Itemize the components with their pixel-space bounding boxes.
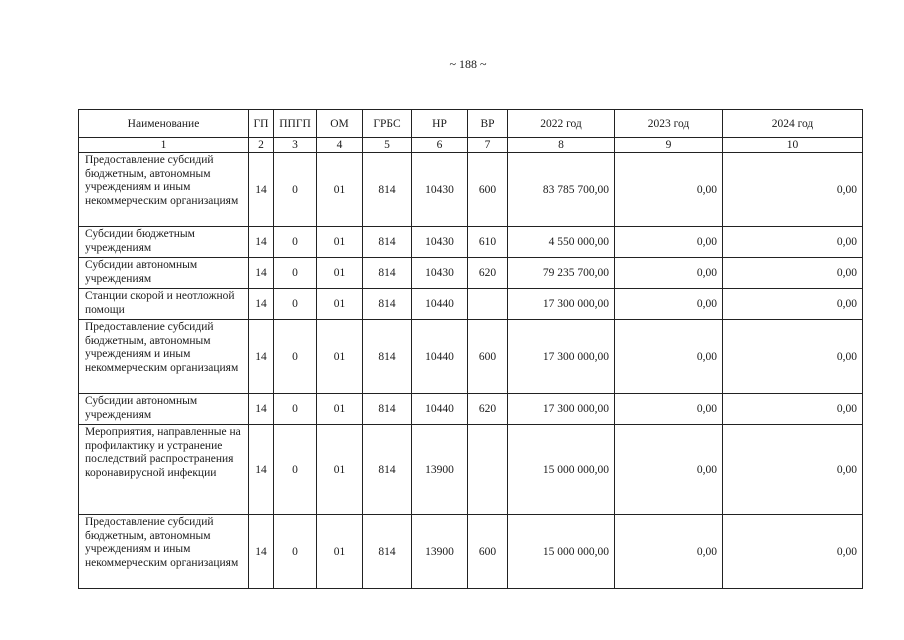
column-number: 6	[412, 138, 468, 153]
cell-2024: 0,00	[723, 289, 863, 320]
cell-grbs: 814	[363, 320, 412, 394]
cell-2024: 0,00	[723, 227, 863, 258]
cell-om: 01	[317, 425, 363, 515]
row-name: Предоставление субсидий бюджетным, автономным учреждениям и иным некоммерческим организациям	[79, 153, 249, 227]
table-row	[79, 394, 863, 425]
cell-nr: 10430	[412, 153, 468, 227]
column-header-2024: 2024 год	[723, 110, 863, 138]
table-row	[79, 515, 863, 589]
row-name: Мероприятия, направленные на профилактику и устранение последствий распространения коронавирусной инфекции	[79, 425, 249, 515]
column-header-grbs: ГРБС	[363, 110, 412, 138]
row-name: Предоставление субсидий бюджетным, автономным учреждениям и иным некоммерческим организациям	[79, 320, 249, 394]
column-number: 7	[468, 138, 508, 153]
cell-2022: 79 235 700,00	[508, 258, 615, 289]
cell-2024: 0,00	[723, 258, 863, 289]
cell-gp: 14	[249, 425, 274, 515]
cell-nr: 10440	[412, 289, 468, 320]
column-header-gp: ГП	[249, 110, 274, 138]
cell-vr: 610	[468, 227, 508, 258]
cell-grbs: 814	[363, 153, 412, 227]
cell-2022: 17 300 000,00	[508, 394, 615, 425]
cell-ppgp: 0	[274, 258, 317, 289]
column-header-ppgp: ППГП	[274, 110, 317, 138]
cell-2024: 0,00	[723, 394, 863, 425]
cell-2022: 83 785 700,00	[508, 153, 615, 227]
page-number: ~ 188 ~	[449, 57, 487, 71]
cell-om: 01	[317, 320, 363, 394]
column-number: 1	[79, 138, 249, 153]
cell-gp: 14	[249, 394, 274, 425]
cell-nr: 10440	[412, 320, 468, 394]
cell-om: 01	[317, 289, 363, 320]
cell-grbs: 814	[363, 289, 412, 320]
cell-nr: 10430	[412, 227, 468, 258]
cell-vr	[468, 425, 508, 515]
cell-2024: 0,00	[723, 515, 863, 589]
cell-ppgp: 0	[274, 394, 317, 425]
column-header-2023: 2023 год	[615, 110, 723, 138]
cell-gp: 14	[249, 227, 274, 258]
cell-gp: 14	[249, 289, 274, 320]
row-name: Предоставление субсидий бюджетным, автономным учреждениям и иным некоммерческим организациям	[79, 515, 249, 589]
cell-vr: 620	[468, 394, 508, 425]
cell-ppgp: 0	[274, 227, 317, 258]
cell-om: 01	[317, 227, 363, 258]
cell-2023: 0,00	[615, 394, 723, 425]
cell-2023: 0,00	[615, 227, 723, 258]
column-number: 9	[615, 138, 723, 153]
cell-ppgp: 0	[274, 289, 317, 320]
cell-nr: 10430	[412, 258, 468, 289]
cell-om: 01	[317, 258, 363, 289]
cell-ppgp: 0	[274, 425, 317, 515]
column-number: 5	[363, 138, 412, 153]
cell-2024: 0,00	[723, 320, 863, 394]
cell-2023: 0,00	[615, 425, 723, 515]
cell-gp: 14	[249, 153, 274, 227]
cell-ppgp: 0	[274, 320, 317, 394]
cell-2022: 15 000 000,00	[508, 515, 615, 589]
table-row	[79, 320, 863, 394]
cell-grbs: 814	[363, 227, 412, 258]
cell-vr: 600	[468, 153, 508, 227]
column-number: 2	[249, 138, 274, 153]
cell-om: 01	[317, 153, 363, 227]
column-number: 8	[508, 138, 615, 153]
cell-2023: 0,00	[615, 258, 723, 289]
cell-2022: 17 300 000,00	[508, 289, 615, 320]
cell-2022: 17 300 000,00	[508, 320, 615, 394]
budget-table	[78, 109, 863, 589]
cell-vr: 600	[468, 320, 508, 394]
column-number: 4	[317, 138, 363, 153]
cell-2023: 0,00	[615, 515, 723, 589]
row-name: Субсидии автономным учреждениям	[79, 394, 249, 425]
cell-nr: 10440	[412, 394, 468, 425]
table-row	[79, 425, 863, 515]
column-header-om: ОМ	[317, 110, 363, 138]
cell-grbs: 814	[363, 425, 412, 515]
cell-om: 01	[317, 515, 363, 589]
cell-gp: 14	[249, 515, 274, 589]
cell-nr: 13900	[412, 425, 468, 515]
table-row	[79, 227, 863, 258]
cell-grbs: 814	[363, 515, 412, 589]
row-name: Субсидии бюджетным учреждениям	[79, 227, 249, 258]
cell-2022: 4 550 000,00	[508, 227, 615, 258]
cell-2022: 15 000 000,00	[508, 425, 615, 515]
cell-vr: 600	[468, 515, 508, 589]
row-name: Станции скорой и неотложной помощи	[79, 289, 249, 320]
row-name: Субсидии автономным учреждениям	[79, 258, 249, 289]
cell-2023: 0,00	[615, 153, 723, 227]
column-header-2022: 2022 год	[508, 110, 615, 138]
column-header-vr: ВР	[468, 110, 508, 138]
cell-gp: 14	[249, 258, 274, 289]
column-number-row	[79, 138, 863, 153]
cell-grbs: 814	[363, 394, 412, 425]
column-header-nr: НР	[412, 110, 468, 138]
table-row	[79, 289, 863, 320]
cell-om: 01	[317, 394, 363, 425]
cell-ppgp: 0	[274, 153, 317, 227]
cell-vr: 620	[468, 258, 508, 289]
cell-gp: 14	[249, 320, 274, 394]
cell-2023: 0,00	[615, 320, 723, 394]
column-number: 3	[274, 138, 317, 153]
cell-ppgp: 0	[274, 515, 317, 589]
table-row	[79, 153, 863, 227]
cell-2024: 0,00	[723, 425, 863, 515]
cell-grbs: 814	[363, 258, 412, 289]
header-row	[79, 110, 863, 138]
cell-nr: 13900	[412, 515, 468, 589]
cell-vr	[468, 289, 508, 320]
cell-2024: 0,00	[723, 153, 863, 227]
table-row	[79, 258, 863, 289]
cell-2023: 0,00	[615, 289, 723, 320]
column-number: 10	[723, 138, 863, 153]
column-header-name: Наименование	[79, 110, 249, 138]
